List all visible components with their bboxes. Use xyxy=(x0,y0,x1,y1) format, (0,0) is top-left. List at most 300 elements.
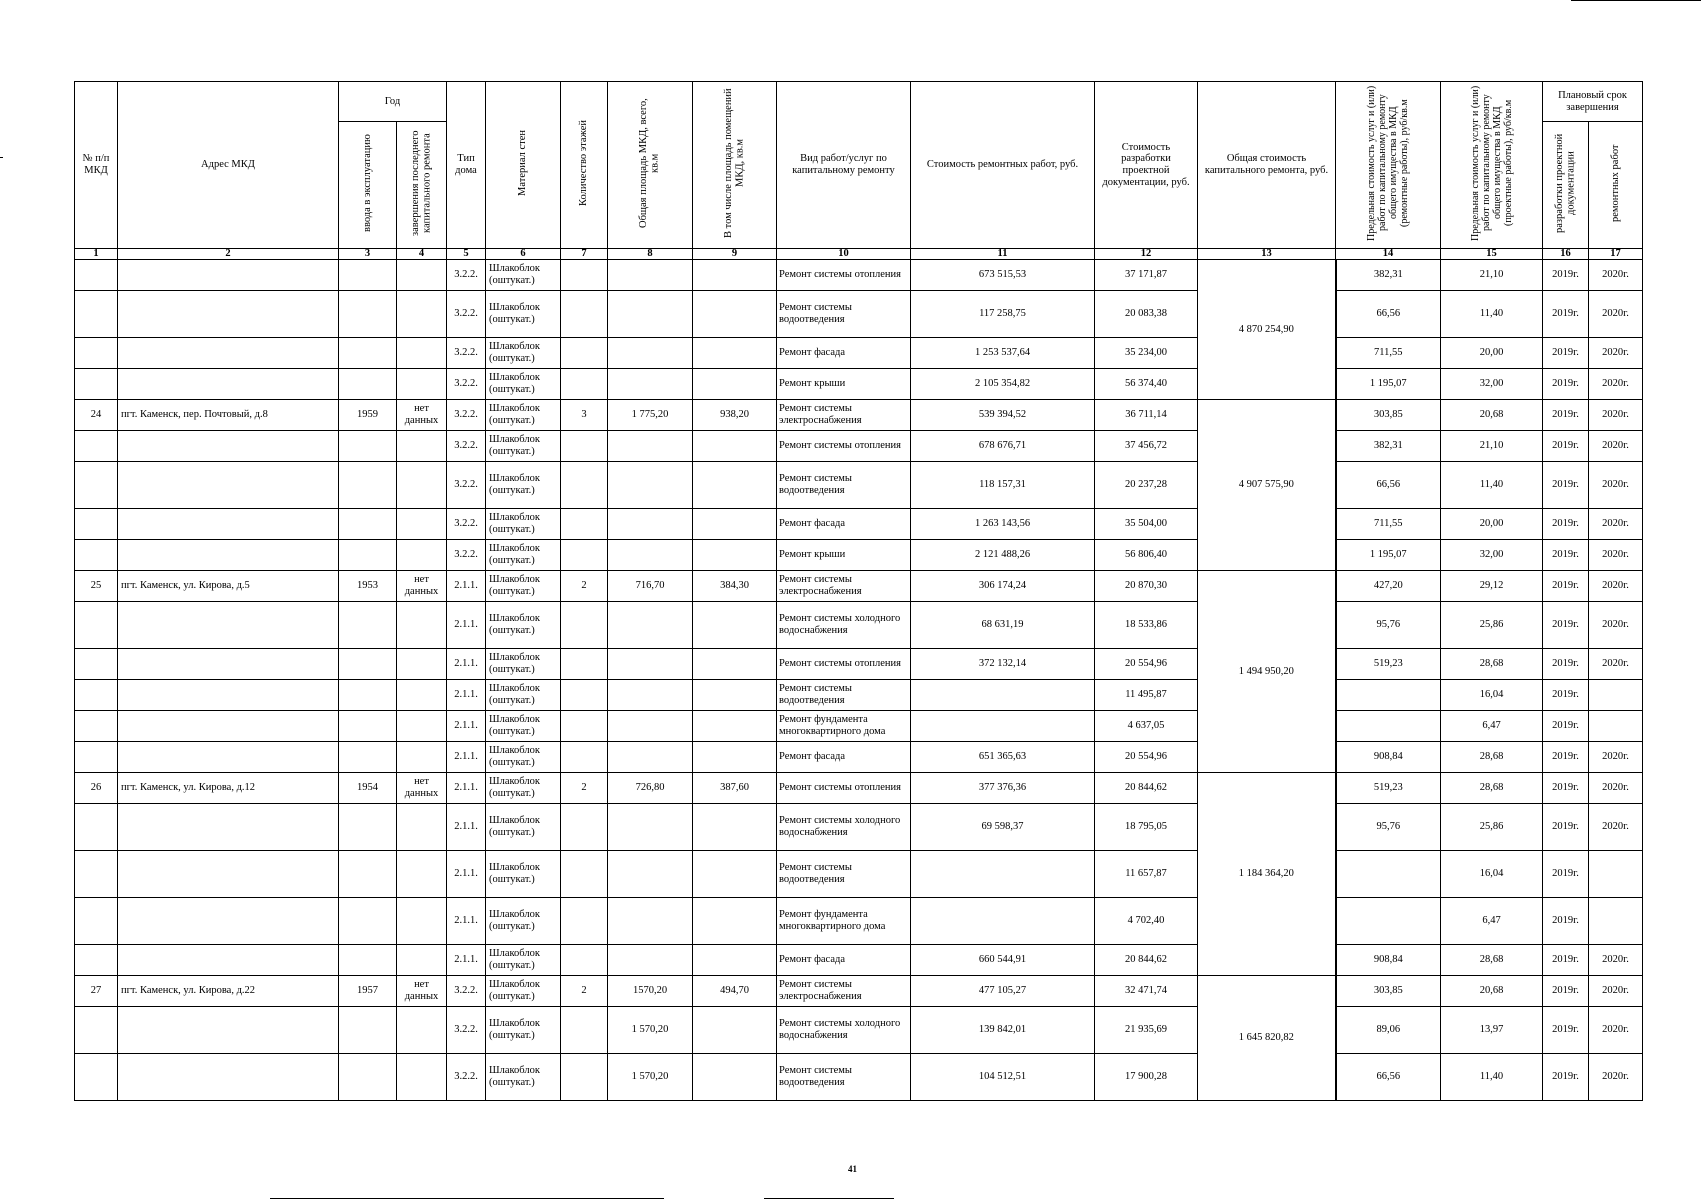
column-number: 5 xyxy=(447,249,486,260)
house-number: 24 xyxy=(75,400,118,431)
house-number xyxy=(75,369,118,400)
total-area xyxy=(608,540,693,571)
footer-rule-right xyxy=(764,1198,894,1199)
design-cost: 20 554,96 xyxy=(1095,649,1198,680)
wall-material: Шлакоблок (оштукат.) xyxy=(486,369,561,400)
table-row xyxy=(75,742,1643,773)
work-type: Ремонт системы отопления xyxy=(777,649,911,680)
house-address xyxy=(118,431,339,462)
premises-area xyxy=(693,680,777,711)
house-type: 3.2.2. xyxy=(447,338,486,369)
year-last-repair xyxy=(397,260,447,291)
limit-repair-cost: 1 195,07 xyxy=(1336,369,1441,400)
header-deadline-design-text: разработки проектной документации xyxy=(1553,133,1577,233)
house-type: 3.2.2. xyxy=(447,540,486,571)
header-limit-repair-text: Предельная стоимость услуг и (или) работ по капитальному ремонту общего имущества в МКД (ремонтные работы), руб/кв.м xyxy=(1366,85,1410,241)
floors-count xyxy=(561,649,608,680)
work-type: Ремонт системы холодного водоснабжения xyxy=(777,602,911,649)
limit-repair-cost: 95,76 xyxy=(1336,804,1441,851)
limit-repair-cost: 66,56 xyxy=(1336,1054,1441,1101)
design-cost: 20 844,62 xyxy=(1095,945,1198,976)
total-area: 1 775,20 xyxy=(608,400,693,431)
wall-material: Шлакоблок (оштукат.) xyxy=(486,431,561,462)
design-cost: 18 795,05 xyxy=(1095,804,1198,851)
premises-area xyxy=(693,742,777,773)
year-built xyxy=(339,851,397,898)
wall-material: Шлакоблок (оштукат.) xyxy=(486,571,561,602)
limit-design-cost: 6,47 xyxy=(1441,711,1543,742)
work-type: Ремонт системы водоотведения xyxy=(777,851,911,898)
year-built xyxy=(339,680,397,711)
floors-count xyxy=(561,1054,608,1101)
deadline-repair: 2020г. xyxy=(1589,976,1643,1007)
design-cost: 21 935,69 xyxy=(1095,1007,1198,1054)
work-type: Ремонт системы электроснабжения xyxy=(777,400,911,431)
header-house-type: Тип дома xyxy=(447,82,486,249)
wall-material: Шлакоблок (оштукат.) xyxy=(486,400,561,431)
house-number xyxy=(75,898,118,945)
deadline-repair xyxy=(1589,851,1643,898)
total-area xyxy=(608,898,693,945)
house-number xyxy=(75,291,118,338)
column-number: 14 xyxy=(1336,249,1441,260)
deadline-design: 2019г. xyxy=(1543,602,1589,649)
house-address xyxy=(118,1054,339,1101)
limit-design-cost: 25,86 xyxy=(1441,602,1543,649)
total-repair-cost: 1 184 364,20 xyxy=(1198,773,1336,976)
floors-count xyxy=(561,431,608,462)
premises-area xyxy=(693,1054,777,1101)
house-type: 3.2.2. xyxy=(447,260,486,291)
design-cost: 20 844,62 xyxy=(1095,773,1198,804)
year-built: 1957 xyxy=(339,976,397,1007)
limit-design-cost: 21,10 xyxy=(1441,431,1543,462)
year-last-repair xyxy=(397,431,447,462)
total-area: 716,70 xyxy=(608,571,693,602)
house-number xyxy=(75,602,118,649)
limit-repair-cost: 382,31 xyxy=(1336,260,1441,291)
house-number: 27 xyxy=(75,976,118,1007)
premises-area xyxy=(693,462,777,509)
year-last-repair xyxy=(397,369,447,400)
house-number xyxy=(75,945,118,976)
design-cost: 4 702,40 xyxy=(1095,898,1198,945)
total-area xyxy=(608,602,693,649)
deadline-repair: 2020г. xyxy=(1589,260,1643,291)
limit-repair-cost: 66,56 xyxy=(1336,462,1441,509)
design-cost: 56 806,40 xyxy=(1095,540,1198,571)
total-area xyxy=(608,680,693,711)
house-type: 2.1.1. xyxy=(447,945,486,976)
year-last-repair xyxy=(397,742,447,773)
deadline-design: 2019г. xyxy=(1543,898,1589,945)
wall-material: Шлакоблок (оштукат.) xyxy=(486,338,561,369)
year-last-repair xyxy=(397,851,447,898)
corner-mark xyxy=(1571,0,1701,1)
limit-repair-cost: 95,76 xyxy=(1336,602,1441,649)
premises-area: 384,30 xyxy=(693,571,777,602)
house-address xyxy=(118,540,339,571)
limit-design-cost: 13,97 xyxy=(1441,1007,1543,1054)
house-address xyxy=(118,1007,339,1054)
deadline-repair: 2020г. xyxy=(1589,945,1643,976)
column-number: 10 xyxy=(777,249,911,260)
header-limit-design-text: Предельная стоимость услуг и (или) работ по капитальному ремонту общего имущества в МКД (проектные работы), руб/кв.м xyxy=(1469,85,1514,241)
deadline-repair: 2020г. xyxy=(1589,400,1643,431)
house-address xyxy=(118,338,339,369)
year-last-repair xyxy=(397,602,447,649)
table-row xyxy=(75,462,1643,509)
house-type: 3.2.2. xyxy=(447,462,486,509)
house-address xyxy=(118,742,339,773)
column-number: 3 xyxy=(339,249,397,260)
limit-design-cost: 28,68 xyxy=(1441,773,1543,804)
total-repair-cost: 4 870 254,90 xyxy=(1198,260,1336,400)
repair-cost: 477 105,27 xyxy=(911,976,1095,1007)
limit-design-cost: 25,86 xyxy=(1441,804,1543,851)
limit-repair-cost: 908,84 xyxy=(1336,945,1441,976)
limit-repair-cost xyxy=(1336,898,1441,945)
house-type: 3.2.2. xyxy=(447,976,486,1007)
house-number: 26 xyxy=(75,773,118,804)
table-row xyxy=(75,976,1643,1007)
house-number xyxy=(75,338,118,369)
year-last-repair xyxy=(397,680,447,711)
column-number: 4 xyxy=(397,249,447,260)
limit-design-cost: 28,68 xyxy=(1441,649,1543,680)
table-row xyxy=(75,1054,1643,1101)
column-number: 12 xyxy=(1095,249,1198,260)
total-repair-cost: 1 645 820,82 xyxy=(1198,976,1336,1101)
table-row xyxy=(75,431,1643,462)
header-wall-material-text: Материал стен xyxy=(517,130,529,197)
limit-design-cost: 21,10 xyxy=(1441,260,1543,291)
year-last-repair xyxy=(397,462,447,509)
year-built xyxy=(339,945,397,976)
table-row xyxy=(75,898,1643,945)
design-cost: 37 456,72 xyxy=(1095,431,1198,462)
premises-area xyxy=(693,431,777,462)
table-row xyxy=(75,945,1643,976)
wall-material: Шлакоблок (оштукат.) xyxy=(486,291,561,338)
house-type: 2.1.1. xyxy=(447,602,486,649)
design-cost: 20 083,38 xyxy=(1095,291,1198,338)
house-number xyxy=(75,851,118,898)
column-numbers-row xyxy=(75,249,1643,260)
premises-area: 938,20 xyxy=(693,400,777,431)
table-row xyxy=(75,338,1643,369)
year-last-repair xyxy=(397,898,447,945)
table-row xyxy=(75,509,1643,540)
margin-mark xyxy=(0,157,3,158)
footer-rule-left xyxy=(270,1198,664,1199)
table-row xyxy=(75,1007,1643,1054)
work-type: Ремонт системы электроснабжения xyxy=(777,571,911,602)
floors-count: 2 xyxy=(561,976,608,1007)
wall-material: Шлакоблок (оштукат.) xyxy=(486,540,561,571)
header-total-cost: Общая стоимость капитального ремонта, руб. xyxy=(1198,82,1336,249)
premises-area xyxy=(693,898,777,945)
header-limit-repair xyxy=(1336,82,1441,249)
limit-repair-cost: 427,20 xyxy=(1336,571,1441,602)
deadline-design: 2019г. xyxy=(1543,742,1589,773)
work-type: Ремонт системы отопления xyxy=(777,260,911,291)
header-premises-area xyxy=(693,82,777,249)
year-last-repair xyxy=(397,804,447,851)
design-cost: 20 870,30 xyxy=(1095,571,1198,602)
year-built: 1953 xyxy=(339,571,397,602)
premises-area xyxy=(693,1007,777,1054)
house-type: 2.1.1. xyxy=(447,680,486,711)
premises-area xyxy=(693,260,777,291)
deadline-repair: 2020г. xyxy=(1589,369,1643,400)
deadline-design: 2019г. xyxy=(1543,804,1589,851)
table-row xyxy=(75,260,1643,291)
house-type: 2.1.1. xyxy=(447,711,486,742)
year-last-repair xyxy=(397,1054,447,1101)
house-number xyxy=(75,1007,118,1054)
house-number xyxy=(75,742,118,773)
repair-cost: 104 512,51 xyxy=(911,1054,1095,1101)
year-built xyxy=(339,804,397,851)
premises-area xyxy=(693,711,777,742)
work-type: Ремонт крыши xyxy=(777,369,911,400)
house-type: 2.1.1. xyxy=(447,898,486,945)
total-area xyxy=(608,431,693,462)
repair-cost: 118 157,31 xyxy=(911,462,1095,509)
house-type: 3.2.2. xyxy=(447,400,486,431)
limit-repair-cost: 519,23 xyxy=(1336,649,1441,680)
limit-design-cost: 32,00 xyxy=(1441,540,1543,571)
limit-design-cost: 11,40 xyxy=(1441,291,1543,338)
work-type: Ремонт системы отопления xyxy=(777,773,911,804)
total-area xyxy=(608,945,693,976)
total-area xyxy=(608,649,693,680)
repair-cost: 117 258,75 xyxy=(911,291,1095,338)
deadline-repair: 2020г. xyxy=(1589,1054,1643,1101)
deadline-repair: 2020г. xyxy=(1589,742,1643,773)
repair-cost: 69 598,37 xyxy=(911,804,1095,851)
house-address xyxy=(118,291,339,338)
house-number xyxy=(75,462,118,509)
wall-material: Шлакоблок (оштукат.) xyxy=(486,711,561,742)
year-built xyxy=(339,742,397,773)
year-last-repair: нет данных xyxy=(397,773,447,804)
header-total-area xyxy=(608,82,693,249)
table-row xyxy=(75,851,1643,898)
total-area xyxy=(608,742,693,773)
premises-area xyxy=(693,338,777,369)
design-cost: 36 711,14 xyxy=(1095,400,1198,431)
premises-area: 494,70 xyxy=(693,976,777,1007)
wall-material: Шлакоблок (оштукат.) xyxy=(486,1054,561,1101)
year-last-repair xyxy=(397,711,447,742)
deadline-repair: 2020г. xyxy=(1589,540,1643,571)
deadline-design: 2019г. xyxy=(1543,369,1589,400)
table-row xyxy=(75,773,1643,804)
header-deadline-repair-text: ремонтных работ xyxy=(1609,144,1621,222)
total-area: 1 570,20 xyxy=(608,1054,693,1101)
premises-area xyxy=(693,851,777,898)
work-type: Ремонт системы отопления xyxy=(777,431,911,462)
year-built xyxy=(339,431,397,462)
house-address xyxy=(118,462,339,509)
table-row xyxy=(75,400,1643,431)
year-built xyxy=(339,649,397,680)
premises-area xyxy=(693,945,777,976)
document-sheet xyxy=(74,81,1643,1101)
design-cost: 4 637,05 xyxy=(1095,711,1198,742)
design-cost: 11 495,87 xyxy=(1095,680,1198,711)
work-type: Ремонт фасада xyxy=(777,338,911,369)
house-type: 3.2.2. xyxy=(447,291,486,338)
limit-design-cost: 11,40 xyxy=(1441,1054,1543,1101)
house-address xyxy=(118,602,339,649)
house-number xyxy=(75,649,118,680)
limit-design-cost: 16,04 xyxy=(1441,851,1543,898)
wall-material: Шлакоблок (оштукат.) xyxy=(486,1007,561,1054)
limit-repair-cost: 382,31 xyxy=(1336,431,1441,462)
floors-count xyxy=(561,291,608,338)
premises-area xyxy=(693,540,777,571)
deadline-design: 2019г. xyxy=(1543,851,1589,898)
house-number xyxy=(75,509,118,540)
work-type: Ремонт системы водоотведения xyxy=(777,462,911,509)
deadline-repair: 2020г. xyxy=(1589,1007,1643,1054)
premises-area xyxy=(693,369,777,400)
header-deadline-design xyxy=(1543,122,1589,249)
design-cost: 20 554,96 xyxy=(1095,742,1198,773)
floors-count xyxy=(561,338,608,369)
year-built xyxy=(339,1007,397,1054)
total-repair-cost: 4 907 575,90 xyxy=(1198,400,1336,571)
limit-repair-cost: 711,55 xyxy=(1336,338,1441,369)
limit-design-cost: 28,68 xyxy=(1441,742,1543,773)
total-area xyxy=(608,851,693,898)
design-cost: 18 533,86 xyxy=(1095,602,1198,649)
total-area xyxy=(608,711,693,742)
total-area: 1570,20 xyxy=(608,976,693,1007)
repair-cost: 139 842,01 xyxy=(911,1007,1095,1054)
total-area xyxy=(608,369,693,400)
header-premises-area-text: В том числе площадь помещений МКД, кв.м xyxy=(722,88,746,239)
wall-material: Шлакоблок (оштукат.) xyxy=(486,260,561,291)
year-built xyxy=(339,462,397,509)
work-type: Ремонт фасада xyxy=(777,742,911,773)
limit-repair-cost xyxy=(1336,711,1441,742)
work-type: Ремонт фундамента многоквартирного дома xyxy=(777,711,911,742)
design-cost: 11 657,87 xyxy=(1095,851,1198,898)
deadline-design: 2019г. xyxy=(1543,711,1589,742)
year-last-repair xyxy=(397,540,447,571)
limit-design-cost: 28,68 xyxy=(1441,945,1543,976)
house-type: 2.1.1. xyxy=(447,804,486,851)
design-cost: 17 900,28 xyxy=(1095,1054,1198,1101)
column-number: 1 xyxy=(75,249,118,260)
deadline-design: 2019г. xyxy=(1543,540,1589,571)
repair-cost: 1 263 143,56 xyxy=(911,509,1095,540)
wall-material: Шлакоблок (оштукат.) xyxy=(486,649,561,680)
deadline-design: 2019г. xyxy=(1543,291,1589,338)
floors-count: 2 xyxy=(561,571,608,602)
house-address: пгт. Каменск, пер. Почтовый, д.8 xyxy=(118,400,339,431)
header-year-repair-text: завершения последнего капитального ремонта xyxy=(409,130,433,236)
repair-cost: 2 121 488,26 xyxy=(911,540,1095,571)
year-last-repair xyxy=(397,1007,447,1054)
limit-design-cost: 29,12 xyxy=(1441,571,1543,602)
repair-cost xyxy=(911,851,1095,898)
year-built xyxy=(339,260,397,291)
deadline-design: 2019г. xyxy=(1543,1007,1589,1054)
total-area xyxy=(608,260,693,291)
header-year-built xyxy=(339,122,397,249)
header-deadline-repair xyxy=(1589,122,1643,249)
limit-repair-cost: 66,56 xyxy=(1336,291,1441,338)
limit-design-cost: 6,47 xyxy=(1441,898,1543,945)
deadline-design: 2019г. xyxy=(1543,649,1589,680)
header-total-area-text: Общая площадь МКД, всего, кв.м xyxy=(638,98,661,229)
house-type: 2.1.1. xyxy=(447,773,486,804)
work-type: Ремонт крыши xyxy=(777,540,911,571)
repair-cost: 539 394,52 xyxy=(911,400,1095,431)
house-address xyxy=(118,851,339,898)
wall-material: Шлакоблок (оштукат.) xyxy=(486,680,561,711)
house-address xyxy=(118,649,339,680)
house-number xyxy=(75,711,118,742)
deadline-repair xyxy=(1589,711,1643,742)
premises-area xyxy=(693,602,777,649)
house-number xyxy=(75,540,118,571)
work-type: Ремонт системы водоотведения xyxy=(777,1054,911,1101)
work-type: Ремонт системы холодного водоснабжения xyxy=(777,1007,911,1054)
floors-count xyxy=(561,540,608,571)
floors-count xyxy=(561,898,608,945)
header-num: № п/п МКД xyxy=(75,82,118,249)
house-address xyxy=(118,898,339,945)
column-number: 15 xyxy=(1441,249,1543,260)
capital-repair-table xyxy=(74,81,1643,1101)
total-area xyxy=(608,804,693,851)
floors-count xyxy=(561,462,608,509)
design-cost: 32 471,74 xyxy=(1095,976,1198,1007)
house-number xyxy=(75,431,118,462)
work-type: Ремонт фасада xyxy=(777,509,911,540)
header-floors xyxy=(561,82,608,249)
limit-repair-cost: 711,55 xyxy=(1336,509,1441,540)
design-cost: 37 171,87 xyxy=(1095,260,1198,291)
premises-area xyxy=(693,649,777,680)
year-built xyxy=(339,509,397,540)
column-number: 6 xyxy=(486,249,561,260)
column-number: 7 xyxy=(561,249,608,260)
house-address xyxy=(118,711,339,742)
floors-count: 3 xyxy=(561,400,608,431)
total-area xyxy=(608,291,693,338)
deadline-repair: 2020г. xyxy=(1589,773,1643,804)
year-built: 1954 xyxy=(339,773,397,804)
wall-material: Шлакоблок (оштукат.) xyxy=(486,742,561,773)
deadline-design: 2019г. xyxy=(1543,773,1589,804)
wall-material: Шлакоблок (оштукат.) xyxy=(486,462,561,509)
repair-cost xyxy=(911,898,1095,945)
house-number xyxy=(75,260,118,291)
header-year-built-text: ввода в эксплуатацию xyxy=(361,134,373,233)
year-last-repair xyxy=(397,509,447,540)
table-row xyxy=(75,680,1643,711)
repair-cost: 377 376,36 xyxy=(911,773,1095,804)
total-area: 1 570,20 xyxy=(608,1007,693,1054)
house-address: пгт. Каменск, ул. Кирова, д.5 xyxy=(118,571,339,602)
